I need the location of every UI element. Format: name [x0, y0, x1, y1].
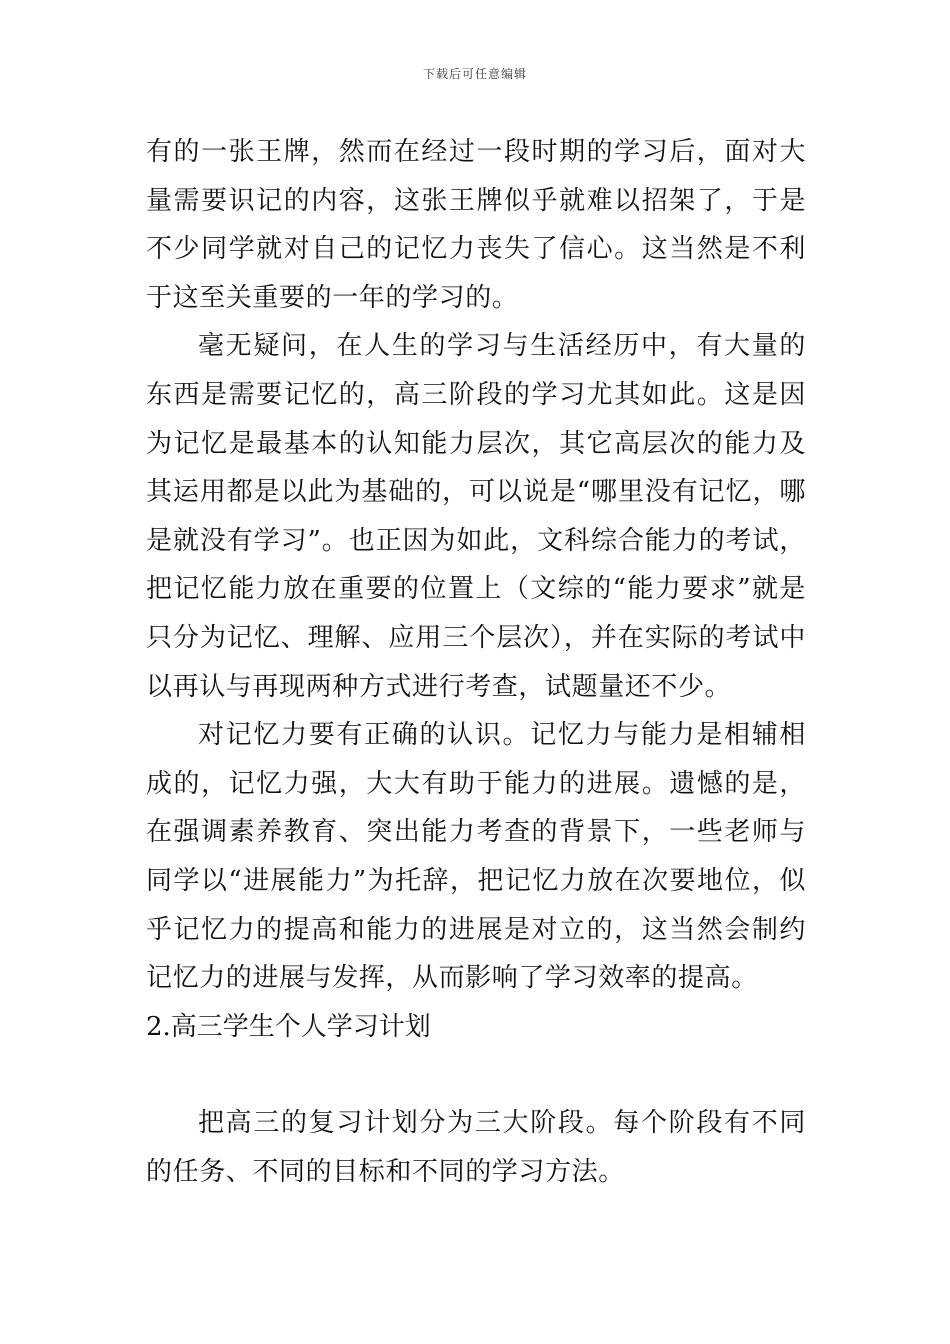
section-heading: 2.高三学生个人学习计划	[146, 1011, 431, 1042]
paragraph-memory-confidence: 有的一张王牌，然而在经过一段时期的学习后，面对大量需要识记的内容，这张王牌似乎就难以招架了，于是不少同学就对自己的记忆力丧失了信心。这当然是不利于这至关重要的一年的学习的。	[146, 137, 806, 313]
paragraph-review-plan: 把高三的复习计划分为三大阶段。每个阶段有不同的任务、不同的目标和不同的学习方法。	[146, 1108, 806, 1187]
section-gap	[146, 1051, 806, 1099]
document-body	[146, 128, 806, 1196]
paragraph-memory-ability: 对记忆力要有正确的认识。记忆力与能力是相辅相成的，记忆力强，大大有助于能力的进展。遗憾的是，在强调素养教育、突出能力考查的背景下，一些老师与同学以“进展能力”为托辞，把记忆力放在次要地位，似乎记忆力的提高和能力的进展是对立的，这当然会制约记忆力的进展与发挥，从而影响了学习效率的提高。	[146, 720, 806, 994]
paragraph-memory-importance: 毫无疑问，在人生的学习与生活经历中，有大量的东西是需要记忆的，高三阶段的学习尤其如此。这是因为记忆是最基本的认知能力层次，其它高层次的能力及其运用都是以此为基础的，可以说是“哪里没有记忆，哪是就没有学习”。也正因为如此，文科综合能力的考试，把记忆能力放在重要的位置上（文综的“能力要求”就是只分为记忆、理解、应用三个层次），并在实际的考试中以再认与再现两种方式进行考查，试题量还不少。	[146, 331, 806, 702]
header-watermark: 下载后可任意编辑	[422, 67, 527, 81]
